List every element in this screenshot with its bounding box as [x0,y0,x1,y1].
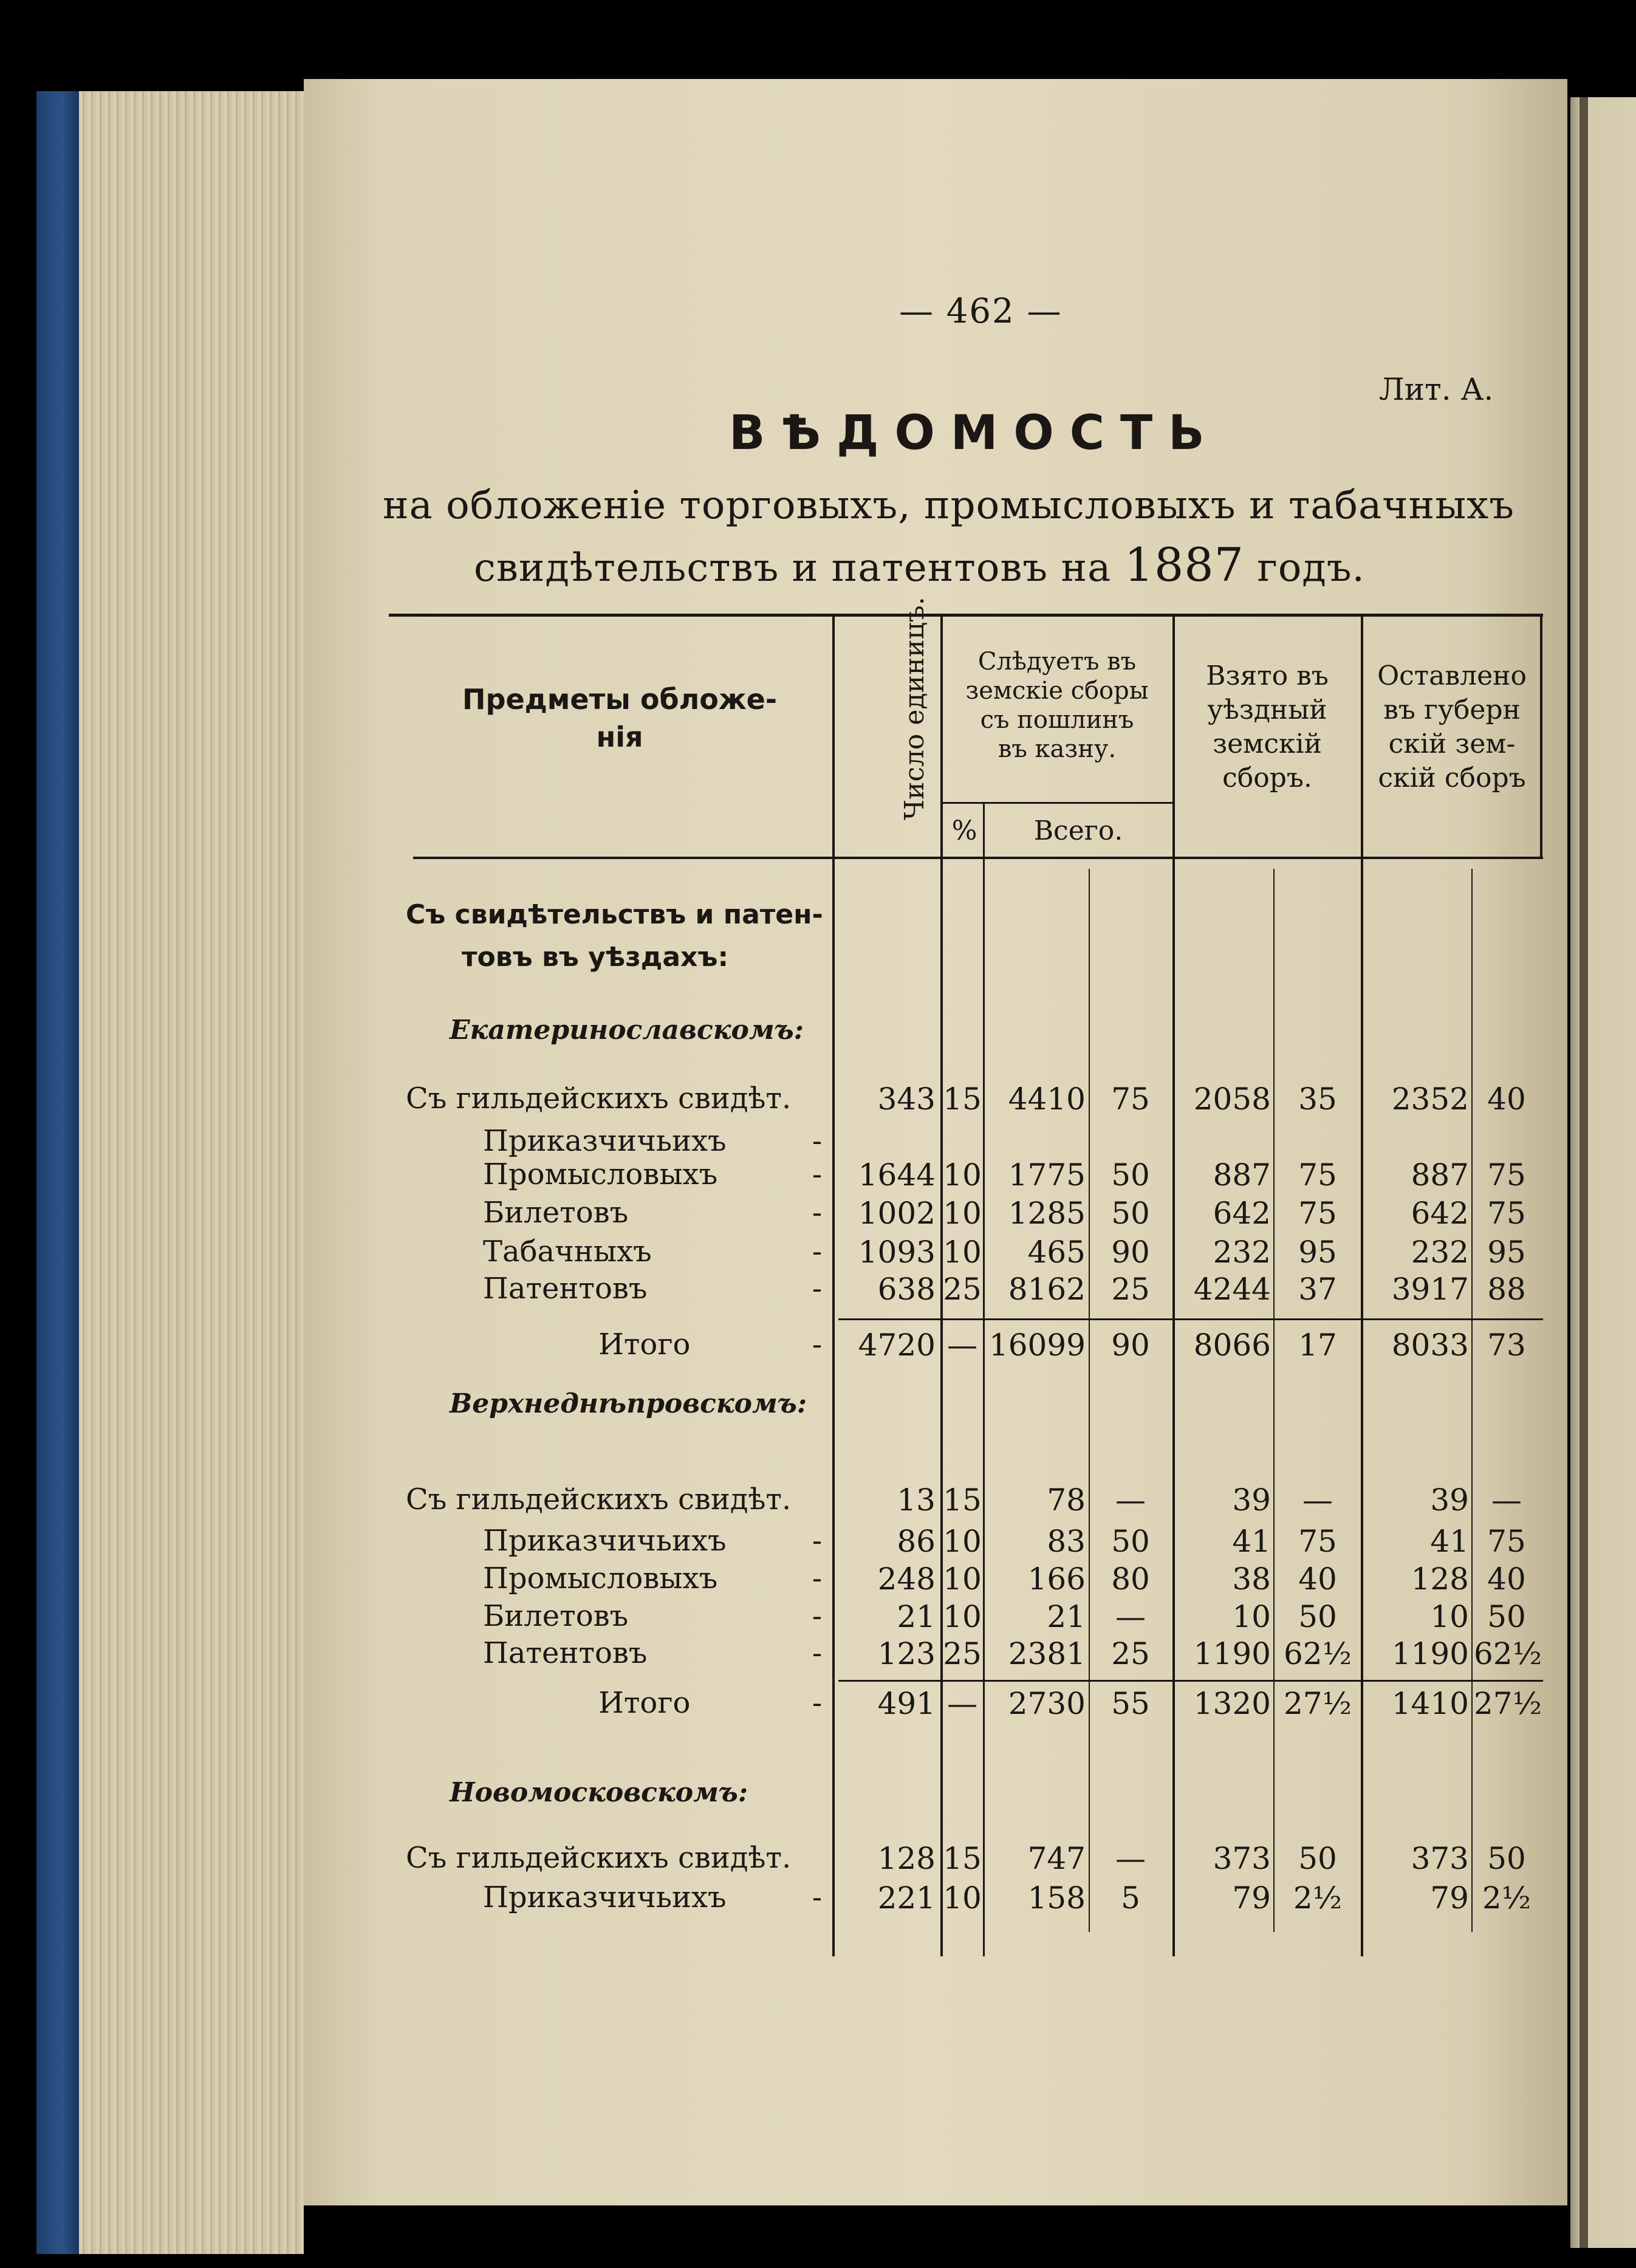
cell-prov-r: 41 [1430,1524,1469,1559]
total-dis-r: 1320 [1193,1686,1271,1721]
cell-dis-k: 37 [1298,1272,1337,1307]
cell-units: 123 [877,1636,936,1671]
total-dis-k: 17 [1298,1328,1337,1363]
row-dash: - [812,1124,823,1158]
cell-tot-r: 4410 [1008,1081,1086,1117]
cell-prov-r: 2352 [1391,1081,1469,1117]
cell-tot-r: 78 [1047,1482,1086,1518]
cell-tot-r: 465 [1027,1235,1086,1270]
row-label: Патентовъ [483,1636,648,1670]
header-due-line-2: земскіе сборы [965,677,1149,705]
total-rule-2 [838,1680,1543,1682]
cell-pct: 10 [943,1157,982,1193]
cell-tot-r: 1775 [1008,1157,1086,1193]
cell-pct: 25 [943,1636,982,1671]
section-title-line-2: товъ въ уѣздахъ: [462,942,729,973]
row-label: Приказчичьихъ [483,1880,727,1914]
header-district-line-4: сборъ. [1222,762,1312,793]
total-dis-r: 8066 [1193,1328,1271,1363]
total-rule-1 [838,1318,1543,1320]
header-due-line-1: Слѣдуетъ въ [977,648,1137,676]
cell-units: 21 [897,1599,936,1634]
row-label: Съ гильдейскихъ свидѣт. [406,1081,792,1115]
cell-tot-k: — [1115,1482,1146,1518]
header-district [1175,659,1360,795]
cell-units: 13 [897,1482,936,1518]
cell-prov-k: 40 [1487,1081,1526,1117]
total-dash: - [812,1686,823,1720]
subtitle-line-2 [474,538,1365,592]
total-dash: - [812,1328,823,1362]
col-rule-province-kop [1471,869,1473,1932]
cell-dis-r: 4244 [1193,1272,1271,1307]
cell-prov-r: 642 [1411,1196,1469,1231]
row-dash: - [812,1880,823,1914]
subtitle-year: 1887 [1124,538,1245,592]
total-label: Итого [598,1686,691,1720]
page-number: — 462 — [899,292,1063,331]
header-district-line-1: Взято въ [1206,660,1329,691]
cell-dis-r: 232 [1213,1235,1271,1270]
section-title-line-1: Съ свидѣтельствъ и патен- [406,899,823,930]
cell-dis-r: 79 [1232,1880,1271,1916]
subtitle-line-2-text: свидѣтельствъ и патентовъ на [474,546,1112,591]
total-prov-k: 27½ [1474,1686,1542,1721]
total-tot-k: 90 [1111,1328,1150,1363]
row-label: Съ гильдейскихъ свидѣт. [406,1482,792,1516]
cell-dis-r: 2058 [1193,1081,1271,1117]
row-label: Промысловыхъ [483,1157,718,1191]
total-dis-k: 27½ [1283,1686,1352,1721]
cell-dis-k: 75 [1298,1157,1337,1193]
cell-pct: 10 [943,1561,982,1597]
cell-prov-r: 887 [1411,1157,1469,1193]
cell-tot-k: 25 [1111,1272,1150,1307]
header-province-line-2: въ губерн [1383,694,1521,725]
subtitle-line-1: на обложеніе торговыхъ, промысловыхъ и табачныхъ [383,483,1514,528]
cell-pct: 25 [943,1272,982,1307]
cell-dis-r: 41 [1232,1524,1271,1559]
cell-prov-r: 3917 [1391,1272,1469,1307]
cell-tot-k: 25 [1111,1636,1150,1671]
district-name: Верхнеднѣпровскомъ: [450,1388,807,1419]
cell-tot-r: 166 [1027,1561,1086,1597]
cell-tot-r: 8162 [1008,1272,1086,1307]
cell-dis-r: 373 [1213,1841,1271,1876]
cell-dis-r: 642 [1213,1196,1271,1231]
cell-pct: 15 [943,1482,982,1518]
cell-dis-k: 75 [1298,1196,1337,1231]
cell-dis-r: 10 [1232,1599,1271,1634]
cell-units: 1644 [858,1157,936,1193]
total-units: 4720 [858,1328,936,1363]
cell-dis-r: 887 [1213,1157,1271,1193]
cell-prov-k: 50 [1487,1599,1526,1634]
row-dash: - [812,1157,823,1191]
row-dash: - [812,1196,823,1230]
cell-units: 343 [877,1081,936,1117]
cell-dis-k: — [1302,1482,1333,1518]
header-due-line-3: съ пошлинъ [980,706,1134,734]
row-dash: - [812,1561,823,1595]
col-rule-total-left [983,802,985,1956]
cell-tot-k: 50 [1111,1524,1150,1559]
district-name: Новомосковскомъ: [450,1777,748,1808]
header-bottom-rule [413,857,1543,859]
row-dash: - [812,1599,823,1633]
cell-tot-k: 80 [1111,1561,1150,1597]
cell-tot-r: 2381 [1008,1636,1086,1671]
header-district-line-2: уѣздный [1207,694,1327,725]
cell-tot-r: 747 [1027,1841,1086,1876]
cell-prov-k: 88 [1487,1272,1526,1307]
cell-prov-k: — [1491,1482,1522,1518]
cell-prov-r: 79 [1430,1880,1469,1916]
cell-prov-k: 40 [1487,1561,1526,1597]
cell-prov-k: 2½ [1482,1880,1532,1916]
total-pct: — [947,1328,977,1363]
cell-dis-k: 62½ [1283,1636,1352,1671]
cell-tot-k: 5 [1121,1880,1140,1916]
cell-tot-k: 75 [1111,1081,1150,1117]
header-province [1363,659,1541,795]
cell-prov-r: 232 [1411,1235,1469,1270]
cell-pct: 15 [943,1081,982,1117]
cell-pct: 10 [943,1235,982,1270]
header-due-group [943,647,1171,764]
col-rule-total-kop [1089,869,1090,1932]
book-cover-edge [36,91,79,2254]
cell-units: 248 [877,1561,936,1597]
row-dash: - [812,1636,823,1670]
header-subjects-line-1: Предметы обложе- [462,683,777,716]
cell-prov-r: 373 [1411,1841,1469,1876]
adjacent-book-spine [1580,97,1588,2248]
header-percent: % [951,815,977,846]
cell-tot-r: 158 [1027,1880,1086,1916]
cell-prov-k: 50 [1487,1841,1526,1876]
cell-pct: 10 [943,1196,982,1231]
cell-dis-k: 50 [1298,1599,1337,1634]
cell-dis-r: 38 [1232,1561,1271,1597]
page-stack-edges [79,91,304,2254]
total-label: Итого [598,1328,691,1362]
total-pct: — [947,1686,977,1721]
header-sub-rule [942,802,1172,804]
row-label: Приказчичьихъ [483,1524,727,1558]
cell-prov-r: 10 [1430,1599,1469,1634]
total-prov-k: 73 [1487,1328,1526,1363]
cell-prov-k: 95 [1487,1235,1526,1270]
header-total: Всего. [1033,815,1123,846]
cell-units: 1002 [858,1196,936,1231]
total-units: 491 [877,1686,936,1721]
cell-pct: 10 [943,1524,982,1559]
cell-tot-r: 83 [1047,1524,1086,1559]
total-tot-k: 55 [1111,1686,1150,1721]
cell-prov-k: 75 [1487,1196,1526,1231]
cell-dis-k: 50 [1298,1841,1337,1876]
cell-prov-r: 128 [1411,1561,1469,1597]
cell-prov-k: 75 [1487,1157,1526,1193]
header-subjects-line-2: нія [596,721,643,753]
row-dash: - [812,1272,823,1306]
row-label: Билетовъ [483,1599,629,1633]
header-subjects [413,680,826,756]
cell-tot-r: 1285 [1008,1196,1086,1231]
cell-dis-k: 40 [1298,1561,1337,1597]
cell-prov-r: 39 [1430,1482,1469,1518]
cell-dis-k: 35 [1298,1081,1337,1117]
document-title: ВѢДОМОСТЬ [729,406,1220,461]
cell-units: 128 [877,1841,936,1876]
cell-tot-k: 50 [1111,1157,1150,1193]
row-label: Билетовъ [483,1196,629,1230]
row-label: Промысловыхъ [483,1561,718,1595]
cell-prov-k: 75 [1487,1524,1526,1559]
header-province-line-1: Оставлено [1377,660,1527,691]
row-dash: - [812,1235,823,1269]
cell-pct: 10 [943,1599,982,1634]
row-dash: - [812,1524,823,1558]
cell-units: 638 [877,1272,936,1307]
total-tot-r: 2730 [1008,1686,1086,1721]
cell-prov-k: 62½ [1474,1636,1542,1671]
header-units: Число единицъ. [899,597,930,820]
cell-tot-k: — [1115,1599,1146,1634]
total-tot-r: 16099 [988,1328,1086,1363]
cell-dis-r: 39 [1232,1482,1271,1518]
table-top-rule [389,614,1543,617]
cell-units: 1093 [858,1235,936,1270]
cell-tot-k: 50 [1111,1196,1150,1231]
cell-dis-k: 2½ [1293,1880,1343,1916]
cell-pct: 15 [943,1841,982,1876]
cell-tot-r: 21 [1047,1599,1086,1634]
letter-designation: Лит. А. [1379,372,1494,407]
district-name: Екатеринославскомъ: [450,1015,804,1046]
cell-units: 221 [877,1880,936,1916]
header-district-line-3: земскій [1213,728,1322,759]
subtitle-line-2-end: годъ. [1257,546,1365,591]
header-province-line-4: скій сборъ [1378,762,1526,793]
header-due-line-4: въ казну. [998,735,1117,763]
col-rule-district-kop [1273,869,1275,1932]
total-prov-r: 1410 [1391,1686,1469,1721]
total-prov-r: 8033 [1391,1328,1469,1363]
row-label: Приказчичьихъ [483,1124,727,1158]
cell-tot-k: — [1115,1841,1146,1876]
row-label: Табачныхъ [483,1235,652,1269]
cell-tot-k: 90 [1111,1235,1150,1270]
row-label: Патентовъ [483,1272,648,1306]
cell-dis-r: 1190 [1193,1636,1271,1671]
cell-prov-r: 1190 [1391,1636,1469,1671]
cell-units: 86 [897,1524,936,1559]
cell-dis-k: 75 [1298,1524,1337,1559]
row-label: Съ гильдейскихъ свидѣт. [406,1841,792,1875]
cell-pct: 10 [943,1880,982,1916]
cell-dis-k: 95 [1298,1235,1337,1270]
header-province-line-3: скій зем- [1388,728,1516,759]
